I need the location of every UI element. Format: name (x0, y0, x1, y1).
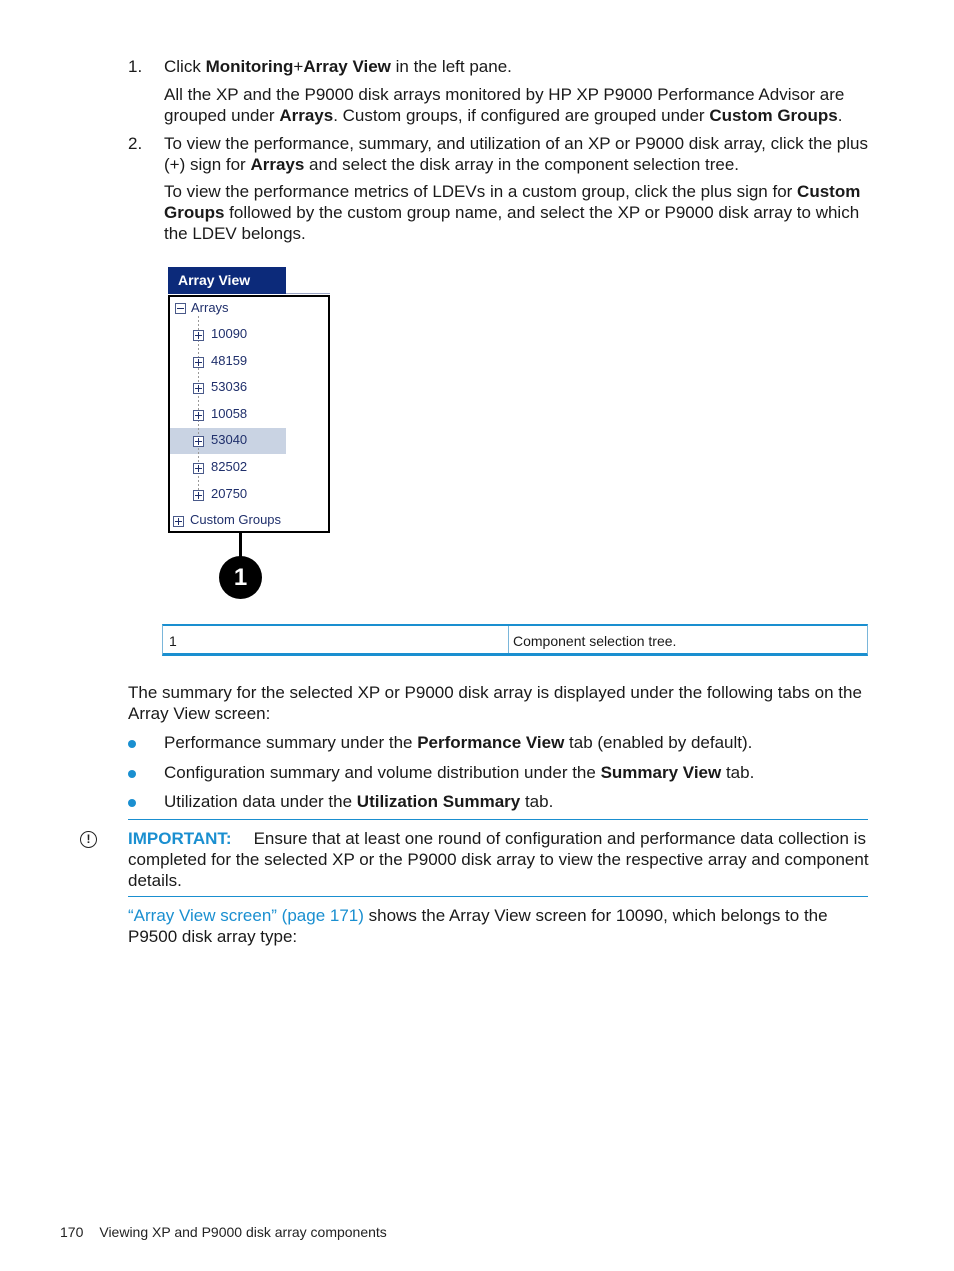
important-icon: ! (80, 831, 97, 848)
collapse-icon[interactable] (175, 303, 186, 314)
footer-title: Viewing XP and P9000 disk array components (99, 1224, 387, 1240)
tree-node-arrays[interactable]: Arrays (191, 300, 229, 315)
page-number: 170 (60, 1224, 84, 1240)
expand-icon[interactable] (193, 383, 204, 394)
tree-node-array[interactable]: 10058 (211, 405, 248, 421)
bullet-dot (128, 799, 136, 807)
callout-legend-table (162, 624, 868, 656)
array-view-screen-link[interactable]: “Array View screen” (page 171) (128, 906, 364, 925)
legend-divider (508, 626, 509, 653)
legend-description: Component selection tree. (513, 633, 677, 649)
bullet-item: Performance summary under the Performance View tab (enabled by default). (164, 733, 753, 752)
note-top-rule (128, 819, 868, 820)
summary-intro: The summary for the selected XP or P9000 disk array is displayed under the following tabs on the Array View screen: (128, 683, 862, 723)
note-bottom-rule (128, 896, 868, 897)
step-number-2: 2. (128, 134, 143, 153)
header-divider (286, 293, 330, 294)
expand-icon[interactable] (193, 490, 204, 501)
bullet-dot (128, 770, 136, 778)
callout-leader-line (239, 532, 242, 558)
callout-badge: 1 (219, 556, 262, 599)
step-2-detail: To view the performance metrics of LDEVs in a custom group, click the plus sign for Custom Groups followed by the custom group name, and select the XP or P9000 disk array to which the LDEV belongs. (164, 182, 861, 243)
tree-node-array[interactable]: 53036 (211, 379, 248, 395)
tree-node-array[interactable]: 20750 (211, 485, 248, 501)
bullet-dot (128, 740, 136, 748)
tree-node-array[interactable]: 10090 (211, 326, 248, 341)
tree-node-array[interactable]: 48159 (211, 352, 248, 368)
tree-node-custom-groups[interactable]: Custom Groups (190, 512, 282, 527)
array-view-header: Array View (168, 267, 286, 294)
legend-number: 1 (169, 633, 177, 649)
expand-icon[interactable] (173, 516, 184, 527)
important-note: IMPORTANT: Ensure that at least one round of configuration and performance data collection is completed for the selected XP or the P9000 disk array to view the respective array and component details. (128, 829, 869, 890)
step-2-text: To view the performance, summary, and utilization of an XP or P9000 disk array, click the plus (+) sign for Arrays and select the disk array in the component selection tree. (164, 134, 868, 174)
expand-icon[interactable] (193, 463, 204, 474)
expand-icon[interactable] (193, 330, 204, 341)
tree-node-array[interactable]: 53040 (211, 432, 248, 448)
page-footer (60, 1222, 387, 1243)
tree-node-array[interactable]: 82502 (211, 459, 248, 474)
bullet-item: Utilization data under the Utilization Summary tab. (164, 792, 554, 811)
step-1-text: Click Monitoring+Array View in the left pane. (164, 57, 512, 76)
expand-icon[interactable] (193, 436, 204, 447)
bullet-item: Configuration summary and volume distribution under the Summary View tab. (164, 763, 755, 782)
closing-paragraph: “Array View screen” (page 171) shows the Array View screen for 10090, which belongs to the P9500 disk array type: (128, 906, 828, 946)
step-number-1: 1. (128, 57, 143, 76)
expand-icon[interactable] (193, 410, 204, 421)
expand-icon[interactable] (193, 357, 204, 368)
step-1-detail: All the XP and the P9000 disk arrays monitored by HP XP P9000 Performance Advisor are grouped under Arrays. Custom groups, if configured are grouped under Custom Groups. (164, 85, 845, 125)
important-label: IMPORTANT: (128, 829, 232, 848)
